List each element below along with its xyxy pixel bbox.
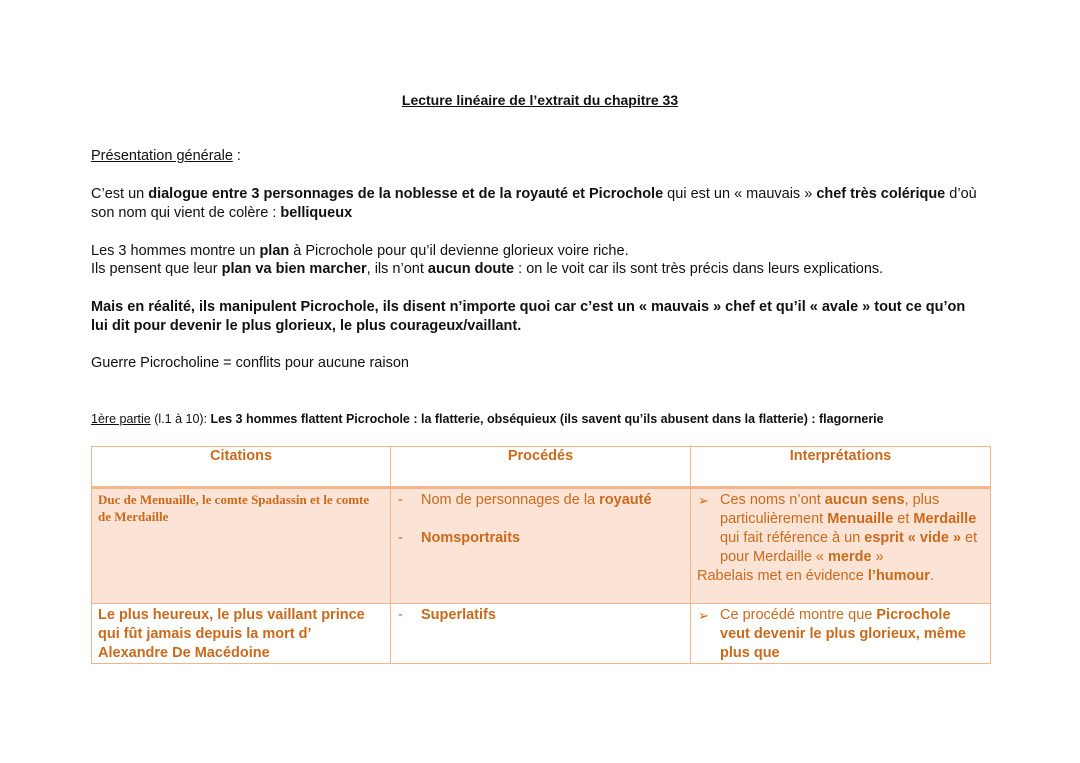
- row2-proc: Superlatifs: [421, 607, 496, 623]
- row1-proc-2: Nomsportraits: [421, 530, 521, 546]
- para1-text-3: d’où son nom qui vient de colère :: [91, 186, 977, 221]
- para1-text-1: C’est un: [91, 186, 149, 202]
- para2-text-2: à Picrochole pour qu’il devienne glorieux voire riche.: [289, 243, 629, 259]
- row2-citation: Le plus heureux, le plus vaillant prince qui fût jamais depuis la mort d’ Alexandre De Macédoine: [98, 607, 365, 661]
- row2-procedes: [391, 604, 690, 658]
- paragraph-dialogue: [91, 185, 986, 223]
- row1-i4: Menuaille: [827, 511, 894, 527]
- para2-text-1: Les 3 hommes montre un: [91, 243, 260, 259]
- para2-text-5: : on le voit car ils sont très précis dans leurs explications.: [514, 261, 884, 277]
- part1-label: 1ère partie: [91, 412, 151, 426]
- presentation-heading-text: Présentation générale: [91, 148, 233, 164]
- row2-citation-cell: [92, 604, 391, 664]
- table-header-row: [92, 447, 991, 488]
- paragraph-manipulation: Mais en réalité, ils manipulent Picrochole, ils disent n’importe quoi car c’est un « mauvais » chef et qu’il « avale » tout ce qu’on lui dit pour devenir le plus glorieux, le plus courageux/vaillant.: [91, 299, 966, 334]
- row2-interpretation: [691, 604, 990, 663]
- part1-summary: Les 3 hommes flattent Picrochole : la flatterie, obséquieux (ils savent qu’ils abusent dans la flatterie) : flagornerie: [210, 412, 884, 426]
- row1-interpretation-cell: [691, 488, 991, 604]
- row1-i8: esprit « vide »: [864, 530, 962, 546]
- row2-dash: -: [398, 607, 403, 623]
- table-row: [92, 488, 991, 604]
- part1-range: (l.1 à 10):: [150, 412, 211, 426]
- para1-text-2: qui est un « mauvais »: [663, 186, 817, 202]
- para2-bold-3: aucun doute: [427, 261, 515, 277]
- row1-proc-1: [421, 491, 652, 510]
- row1-procedes: [391, 489, 690, 599]
- row1-citation-cell: [92, 488, 391, 604]
- row1-i13: l’humour: [867, 568, 930, 584]
- row1-i11: »: [871, 549, 884, 565]
- presentation-colon: :: [232, 148, 241, 164]
- row1-i6: Merdaille: [913, 511, 977, 527]
- row1-proc-1-text: Nom de personnages de la: [421, 492, 600, 508]
- row1-procedes-cell: [391, 488, 691, 604]
- arrow-bullet-icon: ➢: [698, 493, 709, 508]
- table-row: [92, 604, 991, 664]
- row1-proc-1-bold: royauté: [599, 492, 652, 508]
- row2-procedes-cell: [391, 604, 691, 664]
- para2-text-4: , ils n’ont: [366, 261, 428, 277]
- row1-i12: Rabelais met en évidence: [697, 568, 868, 584]
- row1-i3: , plus particulièrement: [720, 492, 940, 527]
- row1-dash-1: -: [398, 492, 403, 508]
- arrow-bullet-icon: ➢: [698, 608, 709, 623]
- row1-i7: qui fait référence à un: [720, 530, 865, 546]
- row2-i1: Ce procédé montre que: [720, 607, 877, 623]
- row1-i5: et: [893, 511, 914, 527]
- analysis-table: [91, 446, 991, 664]
- row2-interpretation-cell: [691, 604, 991, 664]
- para2-line-1: [91, 242, 991, 261]
- header-interpretations: Interprétations: [691, 447, 991, 488]
- para2-bold-2: plan va bien marcher: [221, 261, 367, 277]
- row1-i10: merde: [828, 549, 872, 565]
- row1-i9: et pour Merdaille «: [720, 530, 978, 565]
- row1-i2: aucun sens: [824, 492, 905, 508]
- paragraph-plan: [91, 242, 991, 279]
- presentation-heading: [91, 147, 991, 166]
- row1-citation: Duc de Menuaille, le comte Spadassin et le comte de Merdaille: [98, 492, 370, 524]
- row1-humour-line: [697, 567, 984, 586]
- para2-text-3: Ils pensent que leur: [91, 261, 222, 277]
- row1-dash-2: -: [398, 530, 403, 546]
- paragraph-guerre: Guerre Picrocholine = conflits pour aucune raison: [91, 355, 409, 371]
- row1-interpretation: [691, 489, 990, 586]
- part1-heading: [91, 410, 991, 429]
- row2-i2: Picrochole veut devenir le plus glorieux, même plus que: [720, 607, 966, 661]
- para1-bold-3: belliqueux: [280, 205, 353, 221]
- para2-line-2: [91, 260, 991, 279]
- row1-i14: .: [929, 568, 934, 584]
- para1-bold-1: dialogue entre 3 personnages de la noblesse et de la royauté et Picrochole: [148, 186, 664, 202]
- para1-bold-2: chef très colérique: [816, 186, 946, 202]
- header-procedes: Procédés: [391, 447, 691, 488]
- header-citations: Citations: [92, 447, 391, 488]
- para2-bold-1: plan: [259, 243, 290, 259]
- document-title: Lecture linéaire de l’extrait du chapitre 33: [401, 92, 679, 108]
- row1-i1: Ces noms n’ont: [720, 492, 825, 508]
